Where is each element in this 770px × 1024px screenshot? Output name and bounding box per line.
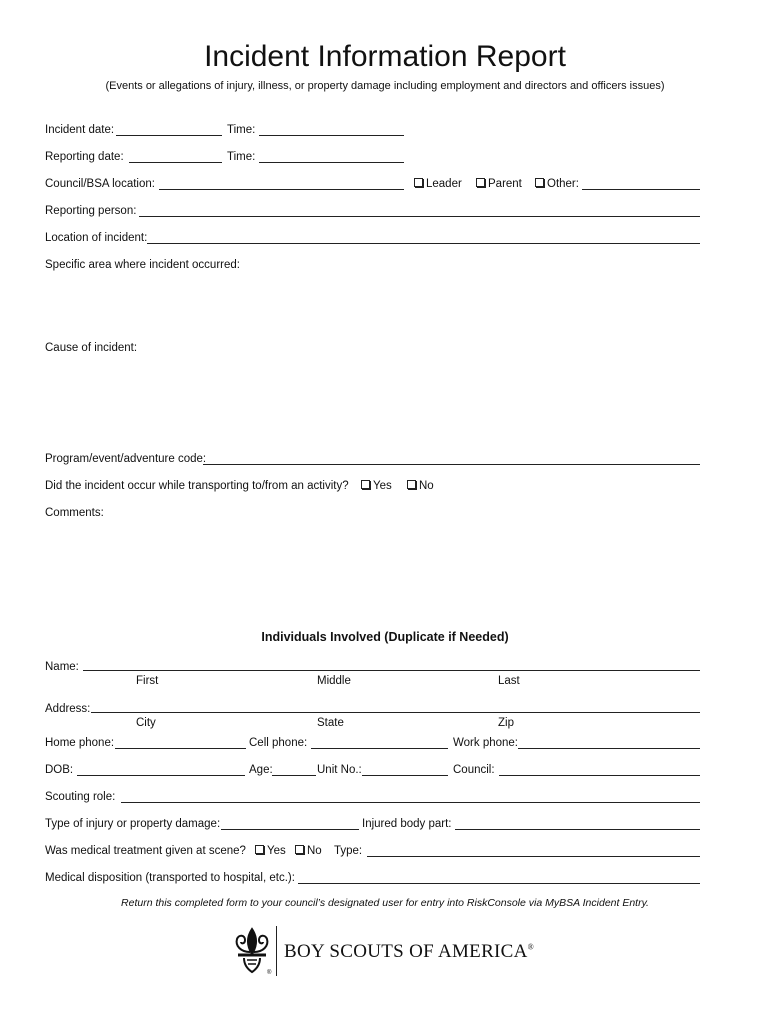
cell-phone-field[interactable] bbox=[311, 736, 448, 749]
last-name-caption: Last bbox=[498, 675, 520, 687]
comments-label: Comments: bbox=[45, 507, 104, 519]
transport-yes-label: Yes bbox=[373, 480, 392, 492]
address-field[interactable] bbox=[91, 700, 700, 713]
reporting-date-label: Reporting date: bbox=[45, 151, 124, 163]
reporting-person-label: Reporting person: bbox=[45, 205, 137, 217]
work-phone-label: Work phone: bbox=[453, 737, 518, 749]
parent-label: Parent bbox=[488, 178, 522, 190]
zip-caption: Zip bbox=[498, 717, 514, 729]
checkbox-icon bbox=[295, 845, 304, 854]
treatment-type-field[interactable] bbox=[367, 844, 700, 857]
medical-question: Was medical treatment given at scene? bbox=[45, 845, 246, 857]
medical-yes-label: Yes bbox=[267, 845, 286, 857]
incident-date-label: Incident date: bbox=[45, 124, 115, 136]
scouting-role-field[interactable] bbox=[121, 790, 700, 803]
injury-type-label: Type of injury or property damage: bbox=[45, 818, 221, 830]
age-field[interactable] bbox=[272, 763, 316, 776]
footer-instruction: Return this completed form to your council’s designated user for entry into RiskConsole via MyBSA Incident Entry. bbox=[121, 897, 649, 909]
checkbox-icon bbox=[407, 480, 416, 489]
transport-no-checkbox[interactable] bbox=[407, 479, 434, 493]
cause-label: Cause of incident: bbox=[45, 342, 138, 354]
fleur-de-lis-icon bbox=[229, 926, 275, 976]
scouting-role-label: Scouting role: bbox=[45, 791, 116, 803]
page-subtitle: (Events or allegations of injury, illness, or property damage including employment and directors and officers issues) bbox=[105, 80, 665, 92]
address-label: Address: bbox=[45, 703, 91, 715]
program-code-label: Program/event/adventure code: bbox=[45, 453, 207, 465]
reporting-time-label: Time: bbox=[227, 151, 256, 163]
disposition-label: Medical disposition (transported to hospital, etc.): bbox=[45, 872, 295, 884]
checkbox-icon bbox=[255, 845, 264, 854]
transport-no-label: No bbox=[419, 480, 434, 492]
logo-wordmark bbox=[284, 941, 534, 963]
treatment-type-label: Type: bbox=[334, 845, 363, 857]
other-checkbox[interactable] bbox=[535, 177, 579, 191]
section-title-individuals: Individuals Involved (Duplicate if Needed) bbox=[261, 630, 509, 644]
checkbox-icon bbox=[361, 480, 370, 489]
transport-yes-checkbox[interactable] bbox=[361, 479, 392, 493]
cell-phone-label: Cell phone: bbox=[249, 737, 308, 749]
checkbox-icon bbox=[414, 178, 423, 187]
council-location-label: Council/BSA location: bbox=[45, 178, 155, 190]
name-label: Name: bbox=[45, 661, 79, 673]
reporting-person-field[interactable] bbox=[139, 204, 700, 217]
council-location-field[interactable] bbox=[159, 177, 404, 190]
disposition-field[interactable] bbox=[298, 871, 700, 884]
logo-divider bbox=[276, 926, 277, 976]
city-caption: City bbox=[136, 717, 156, 729]
svg-text:®: ® bbox=[267, 970, 272, 976]
home-phone-label: Home phone: bbox=[45, 737, 115, 749]
medical-yes-checkbox[interactable] bbox=[255, 844, 286, 858]
parent-checkbox[interactable] bbox=[476, 177, 522, 191]
council-field[interactable] bbox=[499, 763, 700, 776]
incident-time-field[interactable] bbox=[259, 123, 404, 136]
comments-field[interactable] bbox=[45, 522, 700, 617]
leader-label: Leader bbox=[426, 178, 462, 190]
work-phone-field[interactable] bbox=[518, 736, 700, 749]
medical-no-label: No bbox=[307, 845, 322, 857]
other-label: Other: bbox=[547, 178, 579, 190]
page-title: Incident Information Report bbox=[204, 40, 566, 73]
logo-text: BOY SCOUTS OF AMERICA bbox=[284, 941, 528, 962]
checkbox-icon bbox=[476, 178, 485, 187]
middle-name-caption: Middle bbox=[317, 675, 351, 687]
council-label: Council: bbox=[453, 764, 495, 776]
body-part-field[interactable] bbox=[455, 817, 700, 830]
dob-label: DOB: bbox=[45, 764, 74, 776]
injury-type-field[interactable] bbox=[221, 817, 359, 830]
reporting-time-field[interactable] bbox=[259, 150, 404, 163]
medical-no-checkbox[interactable] bbox=[295, 844, 322, 858]
cause-field[interactable] bbox=[45, 357, 700, 445]
incident-time-label: Time: bbox=[227, 124, 256, 136]
registered-mark: ® bbox=[527, 942, 535, 952]
location-label: Location of incident: bbox=[45, 232, 148, 244]
unit-no-field[interactable] bbox=[362, 763, 448, 776]
age-label: Age: bbox=[249, 764, 273, 776]
unit-no-label: Unit No.: bbox=[317, 764, 362, 776]
program-code-field[interactable] bbox=[203, 452, 700, 465]
dob-field[interactable] bbox=[77, 763, 245, 776]
specific-area-field[interactable] bbox=[45, 274, 700, 336]
other-field[interactable] bbox=[582, 177, 700, 190]
checkbox-icon bbox=[535, 178, 544, 187]
body-part-label: Injured body part: bbox=[362, 818, 452, 830]
name-field[interactable] bbox=[83, 658, 700, 671]
transport-question: Did the incident occur while transporting to/from an activity? bbox=[45, 480, 349, 492]
reporting-date-field[interactable] bbox=[129, 150, 222, 163]
location-field[interactable] bbox=[147, 231, 700, 244]
state-caption: State bbox=[317, 717, 344, 729]
specific-area-label: Specific area where incident occurred: bbox=[45, 259, 240, 271]
first-name-caption: First bbox=[136, 675, 159, 687]
leader-checkbox[interactable] bbox=[414, 177, 462, 191]
home-phone-field[interactable] bbox=[115, 736, 246, 749]
incident-date-field[interactable] bbox=[116, 123, 222, 136]
